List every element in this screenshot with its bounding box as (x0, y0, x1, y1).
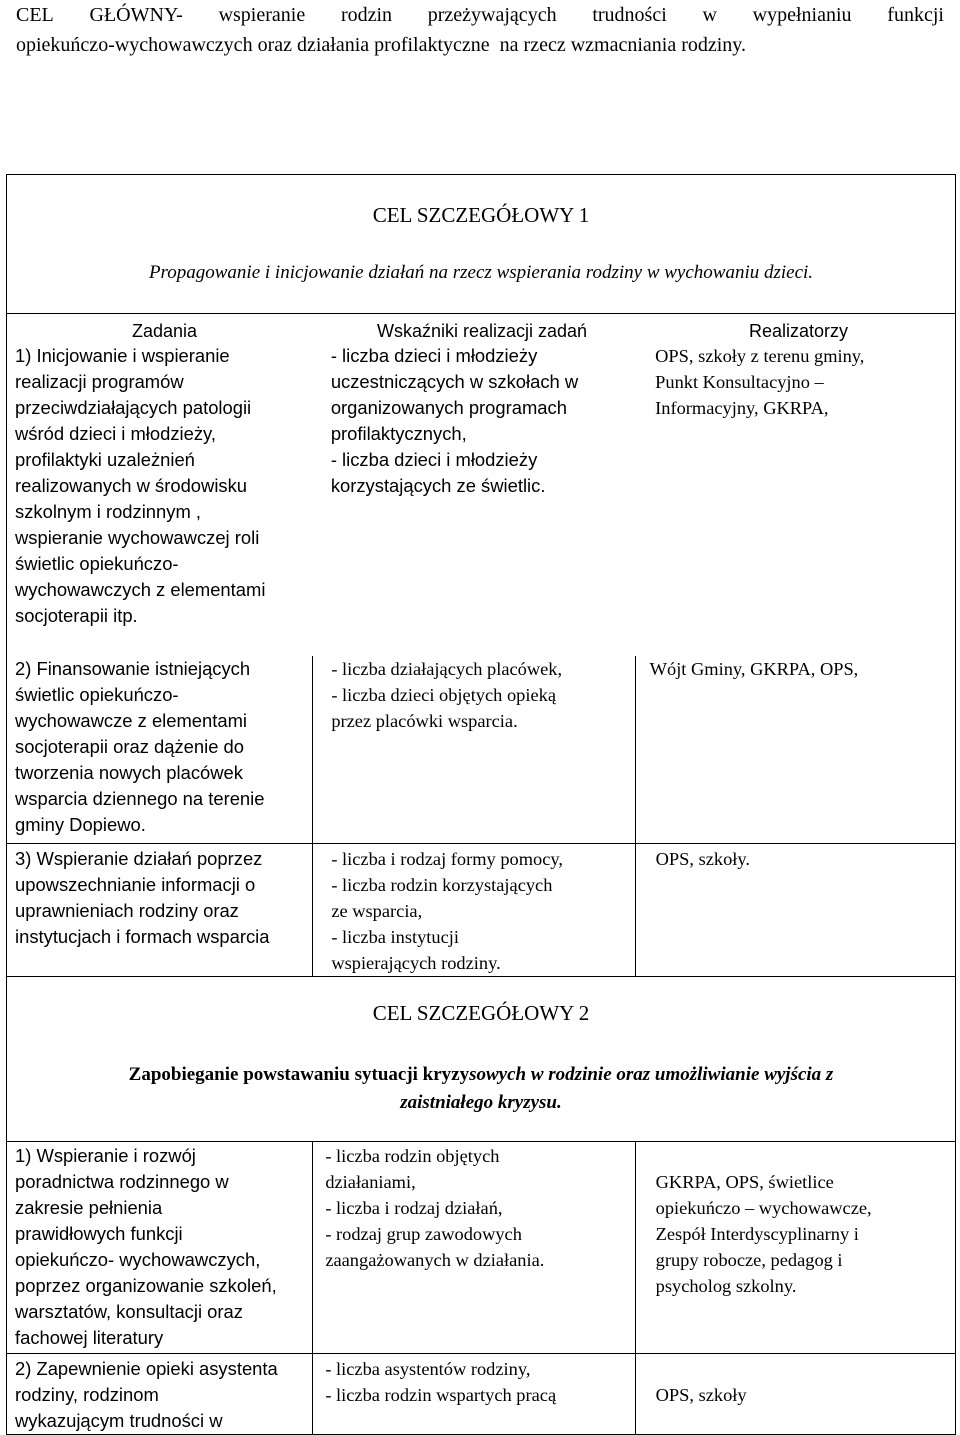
section-2-subtitle-bold: Zapobieganie powstawaniu sytuacji kryzy (128, 1063, 470, 1085)
task-text: 1) Inicjowanie i wspieranie realizacji programów przeciwdziałających patologii wśród dzieci i młodzieży, profilaktyki uzależnień realizowanych w środowisku szkolnym i rodzinnym , wspieranie wychowawczej roli świetlic opiekuńczo- wychowawczych z elementami socjoterapii itp. (15, 345, 266, 626)
column-header-cell (7, 314, 956, 343)
section-2-subtitle-italic: sowych w rodzinie oraz umożliwianie wyjścia z (469, 1063, 834, 1085)
task-text: 2) Zapewnienie opieki asystenta rodziny, rodzinom wykazującym trudności w (15, 1357, 278, 1431)
executor-cell (635, 1353, 955, 1434)
table-row (7, 843, 956, 976)
column-header-executors: Realizatorzy (748, 321, 849, 341)
indicator-cell (313, 1141, 635, 1353)
table-row (7, 342, 956, 656)
section-2-subtitle-line-1 (7, 1061, 955, 1089)
task-cell (7, 1353, 313, 1434)
task-text: 1) Wspieranie i rozwój poradnictwa rodzinnego w zakresie pełnienia prawidłowych funkcji opiekuńczo- wychowawczych, poprzez organizowanie szkoleń, warsztatów, konsultacji oraz fachowej literatury (15, 1144, 277, 1348)
main-goal-word: CEL (16, 4, 54, 26)
task-cell (7, 843, 313, 976)
executor-text: OPS, szkoły. (655, 848, 750, 869)
section-1-header-row (7, 175, 956, 314)
main-goal-line-2: opiekuńczo-wychowawczych oraz działania profilaktyczne na rzecz wzmacniania rodziny. (16, 34, 746, 56)
indicator-cell (313, 342, 635, 656)
indicator-cell (313, 656, 635, 843)
section-2-header (7, 976, 956, 1141)
column-header-tasks: Zadania (131, 321, 198, 341)
main-goal (16, 0, 944, 60)
column-header-row (7, 314, 956, 343)
table-row (7, 1353, 956, 1434)
section-1-title: CEL SZCZEGÓŁOWY 1 (372, 203, 590, 227)
main-goal-word: rodzin (340, 4, 393, 26)
main-goal-word: przeżywających (427, 4, 557, 26)
task-cell (7, 1141, 313, 1353)
main-goal-word: w (702, 4, 717, 26)
indicator-text: - liczba dzieci i młodzieży uczestniczących w szkołach w organizowanych programach profilaktycznych, - liczba dzieci i młodzieży korzystających ze świetlic. (330, 345, 579, 496)
section-2-header-row (7, 976, 956, 1141)
column-header-indicators: Wskaźniki realizacji zadań (376, 321, 588, 341)
task-text: 3) Wspieranie działań poprzez upowszechnianie informacji o uprawnieniach rodziny oraz instytucjach i formach wsparcia (15, 847, 270, 947)
indicator-text: - liczba i rodzaj formy pomocy, - liczba rodzin korzystających ze wsparcia, - liczba instytucji wspierających rodziny. (331, 848, 563, 973)
main-goal-word: funkcji (887, 4, 944, 26)
table-row (7, 656, 956, 843)
indicator-text: - liczba asystentów rodziny, - liczba rodzin wspartych pracą (325, 1358, 557, 1405)
executor-text: Wójt Gminy, GKRPA, OPS, (649, 659, 859, 679)
main-goal-word: wspieranie (218, 4, 306, 26)
goals-table (6, 174, 956, 1435)
section-1-header (7, 175, 956, 314)
section-2-subtitle (7, 1061, 955, 1117)
main-goal-word: GŁÓWNY- (89, 4, 183, 26)
task-cell (7, 656, 313, 843)
executor-cell (635, 342, 955, 656)
indicator-cell (313, 843, 635, 976)
indicator-text: - liczba działających placówek, - liczba dzieci objętych opieką przez placówki wsparcia. (331, 659, 563, 731)
main-goal-word: trudności (592, 4, 667, 26)
executor-text: GKRPA, OPS, świetlice opiekuńczo – wychowawcze, Zespół Interdyscyplinarny i grupy robocze, pedagog i psycholog szkolny. (655, 1171, 872, 1296)
executor-cell (635, 1141, 955, 1353)
executor-text: OPS, szkoły z terenu gminy, Punkt Konsultacyjno – Informacyjny, GKRPA, (655, 346, 865, 418)
indicator-cell (313, 1353, 635, 1434)
section-2-subtitle-line-2: zaistniałego kryzysu. (400, 1091, 562, 1113)
main-goal-line-1 (16, 0, 944, 30)
main-goal-word: wypełnianiu (752, 4, 852, 26)
indicator-text: - liczba rodzin objętych działaniami, - liczba i rodzaj działań, - rodzaj grup zawodowych zaangażowanych w działania. (325, 1145, 545, 1270)
task-text: 2) Finansowanie istniejących świetlic opiekuńczo- wychowawcze z elementami socjoterapii oraz dążenie do tworzenia nowych placówek wsparcia dziennego na terenie gminy Dopiewo. (15, 658, 265, 835)
executor-text: OPS, szkoły (655, 1384, 747, 1405)
section-2-title: CEL SZCZEGÓŁOWY 2 (372, 1000, 590, 1025)
table-row (7, 1141, 956, 1353)
task-cell (7, 342, 313, 656)
executor-cell (635, 656, 955, 843)
section-1-subtitle: Propagowanie i inicjowanie działań na rzecz wspierania rodziny w wychowaniu dzieci. (148, 262, 814, 283)
executor-cell (635, 843, 955, 976)
